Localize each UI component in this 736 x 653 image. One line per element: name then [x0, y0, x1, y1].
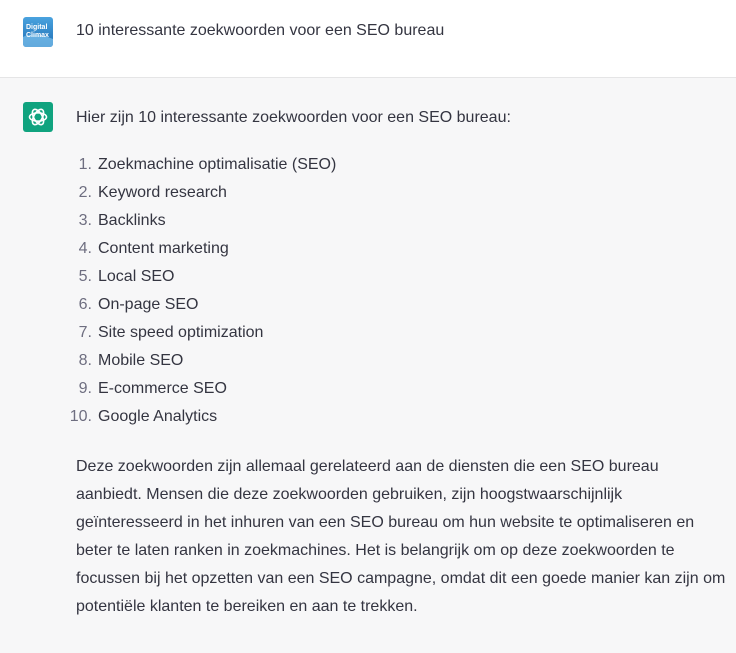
assistant-outro: Deze zoekwoorden zijn allemaal gerelateerd aan de diensten die een SEO bureau aanbiedt. Mensen die deze zoekwoorden gebruiken, zijn hoogstwaarschijnlijk geïnteresseerd in het inhuren van een SEO bureau om hun website te optimaliseren en beter te laten ranken in zoekmachines. Het is belangrijk om op deze zoekwoorden te focussen bij het opzetten van een SEO campagne, omdat dit een goede manier kan zijn om potentiële klanten te bereiken en aan te trekken. — [76, 458, 726, 615]
list-number: 7. — [78, 324, 92, 341]
list-number: 9. — [78, 380, 92, 397]
list-label: Zoekmachine optimalisatie (SEO) — [98, 156, 337, 173]
assistant-message-row — [0, 78, 736, 653]
assistant-intro: Hier zijn 10 interessante zoekwoorden voor een SEO bureau: — [76, 109, 511, 126]
avatar-line1: Digital — [26, 24, 48, 31]
list-item — [60, 379, 336, 407]
list-item — [60, 211, 336, 239]
list-label: Backlinks — [98, 212, 166, 229]
openai-logo-icon — [23, 102, 53, 132]
assistant-avatar — [23, 102, 53, 132]
list-number: 8. — [78, 352, 92, 369]
list-label: Keyword research — [98, 184, 227, 201]
list-label: Google Analytics — [98, 408, 218, 425]
list-label: Site speed optimization — [98, 324, 264, 341]
list-item — [60, 183, 336, 211]
list-item — [60, 351, 336, 379]
list-number: 1. — [78, 156, 92, 173]
list-number: 2. — [78, 184, 92, 201]
list-item — [60, 239, 336, 267]
user-message-row — [0, 0, 736, 78]
list-label: On-page SEO — [98, 296, 199, 313]
list-item — [60, 295, 336, 323]
list-number: 5. — [78, 268, 92, 285]
list-number: 4. — [78, 240, 92, 257]
list-number: 10. — [69, 408, 92, 425]
list-number: 3. — [78, 212, 92, 229]
list-item — [60, 407, 336, 435]
digital-climax-logo-icon — [23, 17, 53, 47]
list-label: Content marketing — [98, 240, 229, 257]
keyword-list — [60, 155, 336, 435]
user-avatar — [23, 17, 53, 47]
user-message: 10 interessante zoekwoorden voor een SEO bureau — [76, 22, 445, 39]
list-item — [60, 155, 336, 183]
list-label: E-commerce SEO — [98, 380, 227, 397]
avatar-line2: Climax — [26, 32, 49, 39]
list-item — [60, 323, 336, 351]
list-label: Mobile SEO — [98, 352, 184, 369]
list-label: Local SEO — [98, 268, 175, 285]
list-number: 6. — [78, 296, 92, 313]
list-item — [60, 267, 336, 295]
